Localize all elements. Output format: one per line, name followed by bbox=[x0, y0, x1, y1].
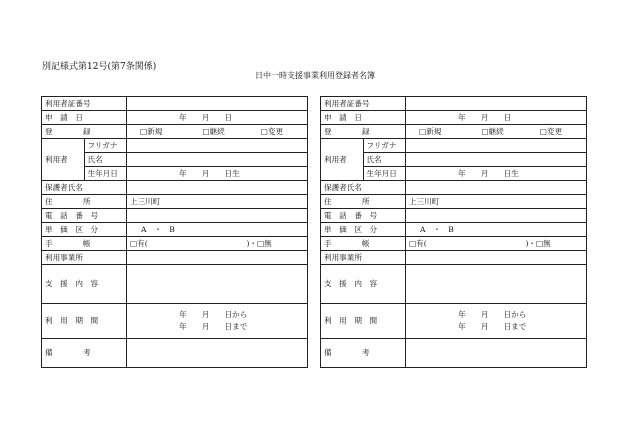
registration-form-left bbox=[41, 96, 308, 368]
user-label: 利用者 bbox=[321, 139, 364, 181]
handbook-field[interactable]: □有( )・□無 bbox=[127, 237, 308, 251]
price-category-label: 単 価 区 分 bbox=[42, 223, 127, 237]
price-category-field[interactable]: A ・ B bbox=[127, 223, 308, 237]
registration-label: 登 録 bbox=[321, 125, 406, 139]
furigana-field[interactable] bbox=[127, 139, 308, 153]
support-content-label: 支 援 内 容 bbox=[42, 265, 127, 304]
registration-option-continue[interactable]: □継続 bbox=[481, 126, 504, 136]
furigana-field[interactable] bbox=[406, 139, 587, 153]
user-label: 利用者 bbox=[42, 139, 85, 181]
address-field[interactable]: 上三川町 bbox=[127, 195, 308, 209]
dob-field[interactable]: 年 月 日生 bbox=[127, 167, 308, 181]
registration-options bbox=[127, 125, 308, 139]
usage-period-to: 年 月 日まで bbox=[179, 322, 248, 331]
furigana-label: フリガナ bbox=[84, 139, 127, 153]
address-field[interactable]: 上三川町 bbox=[406, 195, 587, 209]
usage-period-field[interactable] bbox=[406, 304, 587, 339]
phone-field[interactable] bbox=[127, 209, 308, 223]
application-date-field[interactable]: 年 月 日 bbox=[406, 111, 587, 125]
registration-label: 登 録 bbox=[42, 125, 127, 139]
address-label: 住 所 bbox=[42, 195, 127, 209]
guardian-name-label: 保護者氏名 bbox=[42, 181, 127, 195]
remarks-field[interactable] bbox=[406, 339, 587, 368]
registration-options bbox=[406, 125, 587, 139]
application-date-label: 申 請 日 bbox=[42, 111, 127, 125]
handbook-label: 手 帳 bbox=[321, 237, 406, 251]
usage-period-from: 年 月 日から bbox=[179, 310, 248, 320]
form-number-note: 別記様式第12号(第7条関係) bbox=[42, 62, 157, 72]
facility-label: 利用事業所 bbox=[321, 251, 406, 265]
guardian-name-field[interactable] bbox=[127, 181, 308, 195]
furigana-label: フリガナ bbox=[363, 139, 406, 153]
usage-period-label: 利 用 期 間 bbox=[321, 304, 406, 339]
guardian-name-label: 保護者氏名 bbox=[321, 181, 406, 195]
dob-label: 生年月日 bbox=[363, 167, 406, 181]
name-label: 氏名 bbox=[84, 153, 127, 167]
phone-field[interactable] bbox=[406, 209, 587, 223]
registration-option-new[interactable]: □新規 bbox=[419, 126, 442, 136]
application-date-field[interactable]: 年 月 日 bbox=[127, 111, 308, 125]
usage-period-to: 年 月 日まで bbox=[458, 322, 527, 331]
registration-option-change[interactable]: □変更 bbox=[260, 126, 284, 136]
recipient-number-label: 利用者証番号 bbox=[321, 97, 406, 111]
recipient-number-field[interactable] bbox=[127, 97, 308, 111]
phone-label: 電 話 番 号 bbox=[321, 209, 406, 223]
support-content-field[interactable] bbox=[127, 265, 308, 304]
remarks-field[interactable] bbox=[127, 339, 308, 368]
registration-form-right bbox=[320, 96, 587, 368]
address-label: 住 所 bbox=[321, 195, 406, 209]
usage-period-from: 年 月 日から bbox=[458, 310, 527, 320]
price-category-field[interactable]: A ・ B bbox=[406, 223, 587, 237]
support-content-field[interactable] bbox=[406, 265, 587, 304]
name-field[interactable] bbox=[127, 153, 308, 167]
handbook-label: 手 帳 bbox=[42, 237, 127, 251]
remarks-label: 備 考 bbox=[42, 339, 127, 368]
guardian-name-field[interactable] bbox=[406, 181, 587, 195]
phone-label: 電 話 番 号 bbox=[42, 209, 127, 223]
remarks-label: 備 考 bbox=[321, 339, 406, 368]
registration-option-new[interactable]: □新規 bbox=[140, 126, 163, 136]
registration-option-change[interactable]: □変更 bbox=[539, 126, 563, 136]
recipient-number-field[interactable] bbox=[406, 97, 587, 111]
facility-field[interactable] bbox=[406, 251, 587, 265]
document-title: 日中一時支援事業利用登録者名簿 bbox=[255, 71, 375, 80]
name-field[interactable] bbox=[406, 153, 587, 167]
dob-label: 生年月日 bbox=[84, 167, 127, 181]
name-label: 氏名 bbox=[363, 153, 406, 167]
dob-field[interactable]: 年 月 日生 bbox=[406, 167, 587, 181]
price-category-label: 単 価 区 分 bbox=[321, 223, 406, 237]
usage-period-field[interactable] bbox=[127, 304, 308, 339]
handbook-field[interactable]: □有( )・□無 bbox=[406, 237, 587, 251]
application-date-label: 申 請 日 bbox=[321, 111, 406, 125]
registration-option-continue[interactable]: □継続 bbox=[202, 126, 225, 136]
facility-field[interactable] bbox=[127, 251, 308, 265]
recipient-number-label: 利用者証番号 bbox=[42, 97, 127, 111]
usage-period-label: 利 用 期 間 bbox=[42, 304, 127, 339]
support-content-label: 支 援 内 容 bbox=[321, 265, 406, 304]
facility-label: 利用事業所 bbox=[42, 251, 127, 265]
